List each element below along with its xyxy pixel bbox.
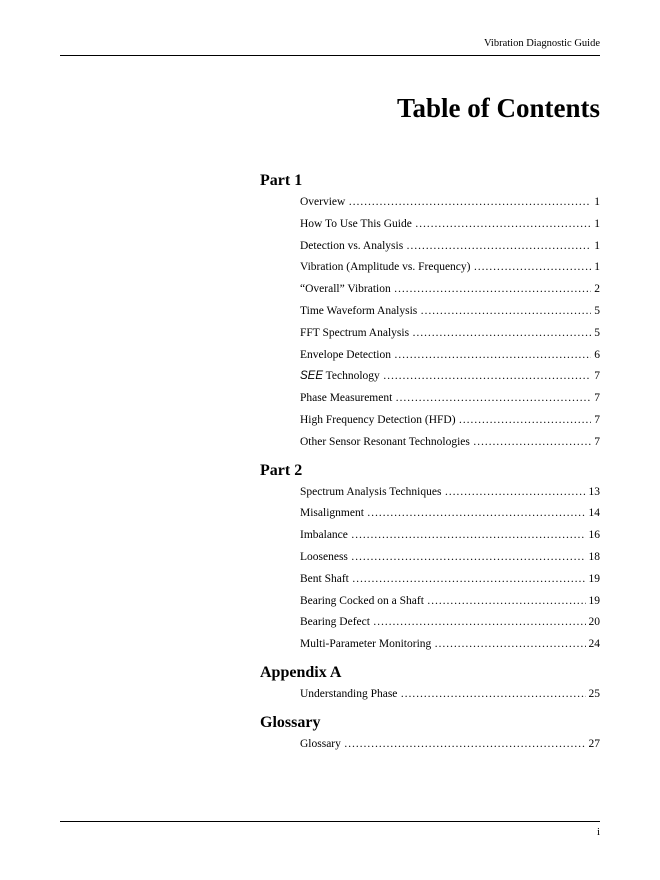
toc-entry-page: 1 [594, 196, 600, 208]
dot-leader [344, 734, 586, 756]
toc-entry-title [300, 236, 403, 258]
toc-entry-page: 7 [594, 413, 600, 426]
toc-section [260, 662, 600, 706]
page-number: i [596, 826, 600, 838]
toc-entry-title [300, 192, 345, 214]
toc-entry-title-text: Time Waveform Analysis [300, 304, 418, 317]
toc-entry[interactable] [300, 547, 600, 569]
toc-entry-title-text: Overview [300, 196, 346, 208]
toc-entry-title [300, 214, 412, 236]
toc-entry-page: 24 [588, 638, 600, 651]
toc-entry[interactable] [300, 734, 600, 756]
dot-leader [474, 257, 592, 279]
toc-entry[interactable] [300, 366, 600, 388]
toc-entry-title [300, 591, 424, 613]
toc-entry[interactable] [300, 410, 600, 432]
dot-leader [394, 345, 591, 367]
toc-entry-title [300, 388, 392, 410]
toc-entry-title-text: “Overall” Vibration [300, 283, 391, 296]
toc-entry-title [300, 257, 471, 279]
toc-entry-page: 25 [588, 687, 600, 700]
toc-entry-title-text: Spectrum Analysis Techniques [300, 485, 442, 498]
toc-entry-title-text: Bearing Defect [300, 616, 370, 629]
toc-entry-page: 2 [594, 283, 600, 296]
toc-entry[interactable] [300, 214, 600, 236]
toc-entry-title-text: Envelope Detection [300, 348, 392, 361]
toc-entry-page: 1 [594, 261, 600, 274]
toc-entry-page: 14 [588, 507, 600, 520]
toc-entry[interactable] [300, 257, 600, 279]
dot-leader [373, 612, 586, 634]
dot-leader [406, 236, 591, 258]
toc-entry-title [300, 432, 470, 454]
toc-entry[interactable] [300, 612, 600, 634]
toc-entry[interactable] [300, 482, 600, 504]
toc-entry-list [260, 482, 600, 656]
dot-leader [367, 503, 586, 525]
toc-entry-list [260, 684, 600, 706]
toc-entry-title-text: How To Use This Guide [300, 217, 412, 230]
toc-entry-title [300, 323, 409, 345]
toc-entry-page: 27 [588, 737, 600, 750]
dot-leader [420, 301, 591, 323]
toc-entry-page: 5 [594, 304, 600, 317]
toc-entry-title-text: FFT Spectrum Analysis [300, 326, 410, 339]
toc-entry-title-text: Detection vs. Analysis [300, 239, 404, 252]
dot-leader [395, 388, 591, 410]
toc-entry[interactable] [300, 345, 600, 367]
dot-leader [434, 634, 585, 656]
toc-section [260, 170, 600, 454]
toc-entry-title [300, 410, 456, 432]
toc-entry-title [300, 345, 391, 367]
toc-entry[interactable] [300, 432, 600, 454]
toc-entry-page: 7 [594, 435, 600, 448]
toc-entry[interactable] [300, 388, 600, 410]
dot-leader [400, 684, 585, 706]
toc-entry-title [300, 569, 349, 591]
toc-entry-list [260, 192, 600, 454]
section-heading: Glossary [260, 713, 321, 731]
toc-entry-title-text: Looseness [300, 550, 348, 563]
toc-entry-page: 7 [594, 392, 600, 405]
dot-leader [427, 591, 586, 613]
toc-entry-title-text: Phase Measurement [300, 392, 393, 405]
toc-entry-page: 7 [594, 370, 600, 383]
dot-leader [352, 569, 586, 591]
toc-entry-title-text: Bent Shaft [300, 572, 349, 585]
footer-rule [60, 821, 600, 822]
dot-leader [383, 366, 591, 388]
toc-entry[interactable] [300, 323, 600, 345]
toc-entry-page: 18 [588, 550, 600, 563]
section-heading: Part 1 [260, 172, 303, 189]
dot-leader [412, 323, 591, 345]
toc-entry-title-text: Bearing Cocked on a Shaft [300, 594, 424, 607]
toc-entry-page: 6 [594, 348, 600, 361]
toc-entry-title-text: Vibration (Amplitude vs. Frequency) [300, 261, 471, 274]
toc-entry[interactable] [300, 569, 600, 591]
toc-entry-title [300, 279, 391, 301]
toc-entry[interactable] [300, 503, 600, 525]
toc-entry-page: 13 [588, 485, 600, 498]
toc-entry-title [300, 734, 341, 756]
page-title: Table of Contents [396, 93, 600, 123]
toc-entry-title-text: Understanding Phase [300, 687, 398, 700]
section-heading: Appendix A [260, 663, 342, 681]
dot-leader [351, 525, 586, 547]
toc-section [260, 712, 600, 756]
toc-entry-page: 20 [588, 616, 600, 629]
toc-entry-title-text: Multi-Parameter Monitoring [300, 638, 432, 651]
toc-entry-page: 1 [594, 239, 600, 252]
dot-leader [348, 192, 591, 214]
toc-entry-title [300, 634, 431, 656]
dot-leader [394, 279, 592, 301]
toc-section [260, 460, 600, 656]
toc-entry-title [300, 301, 417, 323]
toc-entry[interactable] [300, 591, 600, 613]
toc-entry-title-text: Imbalance [300, 529, 348, 542]
dot-leader [459, 410, 592, 432]
toc-entry-title [300, 684, 397, 706]
toc-entry-title [300, 612, 370, 634]
dot-leader [351, 547, 586, 569]
toc-entry[interactable] [300, 279, 600, 301]
toc-entry-title-text: Other Sensor Resonant Technologies [300, 435, 470, 448]
dot-leader [473, 432, 591, 454]
toc-entry-title-text: High Frequency Detection (HFD) [300, 413, 456, 426]
toc-entry-title-prefix: SEE [300, 370, 324, 383]
toc-entry[interactable] [300, 525, 600, 547]
toc-entry[interactable] [300, 192, 600, 214]
toc-entry[interactable] [300, 684, 600, 706]
section-heading: Part 2 [260, 461, 303, 479]
toc-entry-title [300, 525, 348, 547]
toc-entry-page: 1 [594, 217, 600, 230]
toc-entry-page: 5 [594, 326, 600, 339]
toc-entry-title-text: Glossary [300, 737, 341, 750]
dot-leader [415, 214, 591, 236]
toc-entry[interactable] [300, 236, 600, 258]
toc-entry-title-text: Technology [323, 370, 380, 383]
header-rule [60, 55, 600, 56]
toc-entry-title [300, 482, 441, 504]
dot-leader [444, 482, 585, 504]
toc-entry-title [300, 547, 348, 569]
toc-entry-title-text: Misalignment [300, 507, 364, 520]
toc-entry-page: 16 [588, 529, 600, 542]
toc-entry-list [260, 734, 600, 756]
toc-entry[interactable] [300, 301, 600, 323]
toc-entry-page: 19 [588, 594, 600, 607]
table-of-contents [260, 170, 600, 762]
toc-entry[interactable] [300, 634, 600, 656]
toc-entry-page: 19 [588, 572, 600, 585]
toc-entry-title [300, 366, 380, 388]
toc-entry-title [300, 503, 364, 525]
running-header: Vibration Diagnostic Guide [483, 38, 600, 49]
